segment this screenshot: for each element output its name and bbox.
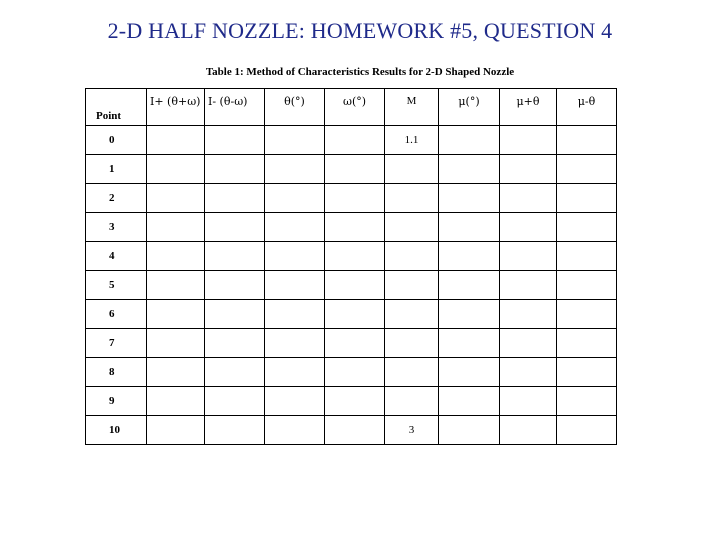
point-cell xyxy=(86,358,147,387)
point-number: 1 xyxy=(109,163,115,175)
empty-cell xyxy=(500,358,557,387)
header-mu-label: μ(°) xyxy=(458,95,480,108)
header-point xyxy=(86,89,147,126)
table-row xyxy=(86,213,617,242)
empty-cell xyxy=(265,358,325,387)
point-number: 6 xyxy=(109,308,115,320)
header-i-minus-label: I- (θ-ω) xyxy=(208,95,248,108)
empty-cell xyxy=(439,242,500,271)
empty-cell xyxy=(205,271,265,300)
point-number: 3 xyxy=(109,221,115,233)
point-number: 7 xyxy=(109,337,115,349)
mach-cell xyxy=(385,242,439,271)
table-row xyxy=(86,155,617,184)
empty-cell xyxy=(325,126,385,155)
empty-cell xyxy=(439,416,500,445)
header-row xyxy=(86,89,617,126)
empty-cell xyxy=(205,213,265,242)
empty-cell xyxy=(147,126,205,155)
point-number: 0 xyxy=(109,134,115,146)
empty-cell xyxy=(265,387,325,416)
empty-cell xyxy=(439,300,500,329)
empty-cell xyxy=(265,300,325,329)
point-cell xyxy=(86,242,147,271)
header-omega xyxy=(325,89,385,126)
mach-cell xyxy=(385,184,439,213)
point-number: 9 xyxy=(109,395,115,407)
mach-value: 1.1 xyxy=(404,134,419,146)
empty-cell xyxy=(205,358,265,387)
header-point-label: Point xyxy=(96,110,122,122)
table-row xyxy=(86,329,617,358)
table-row xyxy=(86,184,617,213)
empty-cell xyxy=(325,416,385,445)
empty-cell xyxy=(439,184,500,213)
empty-cell xyxy=(205,300,265,329)
empty-cell xyxy=(265,329,325,358)
empty-cell xyxy=(557,416,617,445)
empty-cell xyxy=(439,358,500,387)
header-mach xyxy=(385,89,439,126)
empty-cell xyxy=(147,416,205,445)
empty-cell xyxy=(439,213,500,242)
empty-cell xyxy=(325,155,385,184)
empty-cell xyxy=(147,358,205,387)
empty-cell xyxy=(265,242,325,271)
point-cell xyxy=(86,213,147,242)
empty-cell xyxy=(439,126,500,155)
header-mu-plus-theta xyxy=(500,89,557,126)
empty-cell xyxy=(205,126,265,155)
empty-cell xyxy=(557,300,617,329)
mach-cell xyxy=(385,126,439,155)
table-row xyxy=(86,358,617,387)
empty-cell xyxy=(439,155,500,184)
empty-cell xyxy=(439,329,500,358)
point-cell xyxy=(86,300,147,329)
header-i-plus xyxy=(147,89,205,126)
empty-cell xyxy=(557,358,617,387)
empty-cell xyxy=(500,329,557,358)
point-number: 10 xyxy=(109,424,120,436)
empty-cell xyxy=(147,242,205,271)
empty-cell xyxy=(500,155,557,184)
empty-cell xyxy=(557,155,617,184)
empty-cell xyxy=(147,300,205,329)
empty-cell xyxy=(265,271,325,300)
empty-cell xyxy=(265,155,325,184)
mach-cell xyxy=(385,358,439,387)
empty-cell xyxy=(325,271,385,300)
empty-cell xyxy=(205,329,265,358)
empty-cell xyxy=(265,126,325,155)
point-cell xyxy=(86,329,147,358)
empty-cell xyxy=(205,387,265,416)
mach-cell xyxy=(385,416,439,445)
empty-cell xyxy=(557,271,617,300)
mach-value: 3 xyxy=(408,424,415,436)
empty-cell xyxy=(500,242,557,271)
empty-cell xyxy=(205,416,265,445)
empty-cell xyxy=(325,329,385,358)
table-row xyxy=(86,242,617,271)
header-mu xyxy=(439,89,500,126)
empty-cell xyxy=(439,387,500,416)
empty-cell xyxy=(147,329,205,358)
mach-cell xyxy=(385,387,439,416)
table-caption: Table 1: Method of Characteristics Results for 2-D Shaped Nozzle xyxy=(205,66,515,78)
point-cell xyxy=(86,155,147,184)
empty-cell xyxy=(147,271,205,300)
mach-cell xyxy=(385,329,439,358)
table-row xyxy=(86,416,617,445)
header-i-plus-label: I+ (θ+ω) xyxy=(150,95,201,108)
empty-cell xyxy=(500,271,557,300)
header-theta-label: θ(°) xyxy=(284,95,305,108)
empty-cell xyxy=(265,213,325,242)
empty-cell xyxy=(557,184,617,213)
empty-cell xyxy=(500,213,557,242)
point-cell xyxy=(86,416,147,445)
empty-cell xyxy=(557,126,617,155)
empty-cell xyxy=(325,300,385,329)
table-row xyxy=(86,126,617,155)
empty-cell xyxy=(500,184,557,213)
table-row xyxy=(86,300,617,329)
empty-cell xyxy=(557,329,617,358)
mach-cell xyxy=(385,213,439,242)
point-number: 4 xyxy=(109,250,115,262)
empty-cell xyxy=(500,300,557,329)
results-table xyxy=(85,88,617,445)
point-number: 5 xyxy=(109,279,115,291)
header-mach-label: M xyxy=(406,95,417,107)
header-omega-label: ω(°) xyxy=(342,95,367,108)
empty-cell xyxy=(439,271,500,300)
empty-cell xyxy=(147,213,205,242)
empty-cell xyxy=(265,416,325,445)
empty-cell xyxy=(557,242,617,271)
point-number: 8 xyxy=(109,366,115,378)
header-i-minus xyxy=(205,89,265,126)
empty-cell xyxy=(325,213,385,242)
header-theta xyxy=(265,89,325,126)
empty-cell xyxy=(147,387,205,416)
empty-cell xyxy=(147,184,205,213)
empty-cell xyxy=(325,242,385,271)
empty-cell xyxy=(265,184,325,213)
point-cell xyxy=(86,271,147,300)
point-cell xyxy=(86,184,147,213)
empty-cell xyxy=(147,155,205,184)
mach-cell xyxy=(385,271,439,300)
point-cell xyxy=(86,387,147,416)
empty-cell xyxy=(500,126,557,155)
point-cell xyxy=(86,126,147,155)
empty-cell xyxy=(205,184,265,213)
empty-cell xyxy=(325,184,385,213)
mach-cell xyxy=(385,155,439,184)
empty-cell xyxy=(500,416,557,445)
point-number: 2 xyxy=(109,192,115,204)
header-mu-plus-theta-label: μ+θ xyxy=(516,95,540,108)
table-row xyxy=(86,387,617,416)
header-mu-minus-theta-label: μ-θ xyxy=(577,95,596,108)
table-row xyxy=(86,271,617,300)
empty-cell xyxy=(500,387,557,416)
empty-cell xyxy=(205,155,265,184)
mach-cell xyxy=(385,300,439,329)
empty-cell xyxy=(557,387,617,416)
page-title: 2-D HALF NOZZLE: HOMEWORK #5, QUESTION 4 xyxy=(107,18,613,43)
empty-cell xyxy=(205,242,265,271)
empty-cell xyxy=(325,387,385,416)
header-mu-minus-theta xyxy=(557,89,617,126)
empty-cell xyxy=(557,213,617,242)
empty-cell xyxy=(325,358,385,387)
